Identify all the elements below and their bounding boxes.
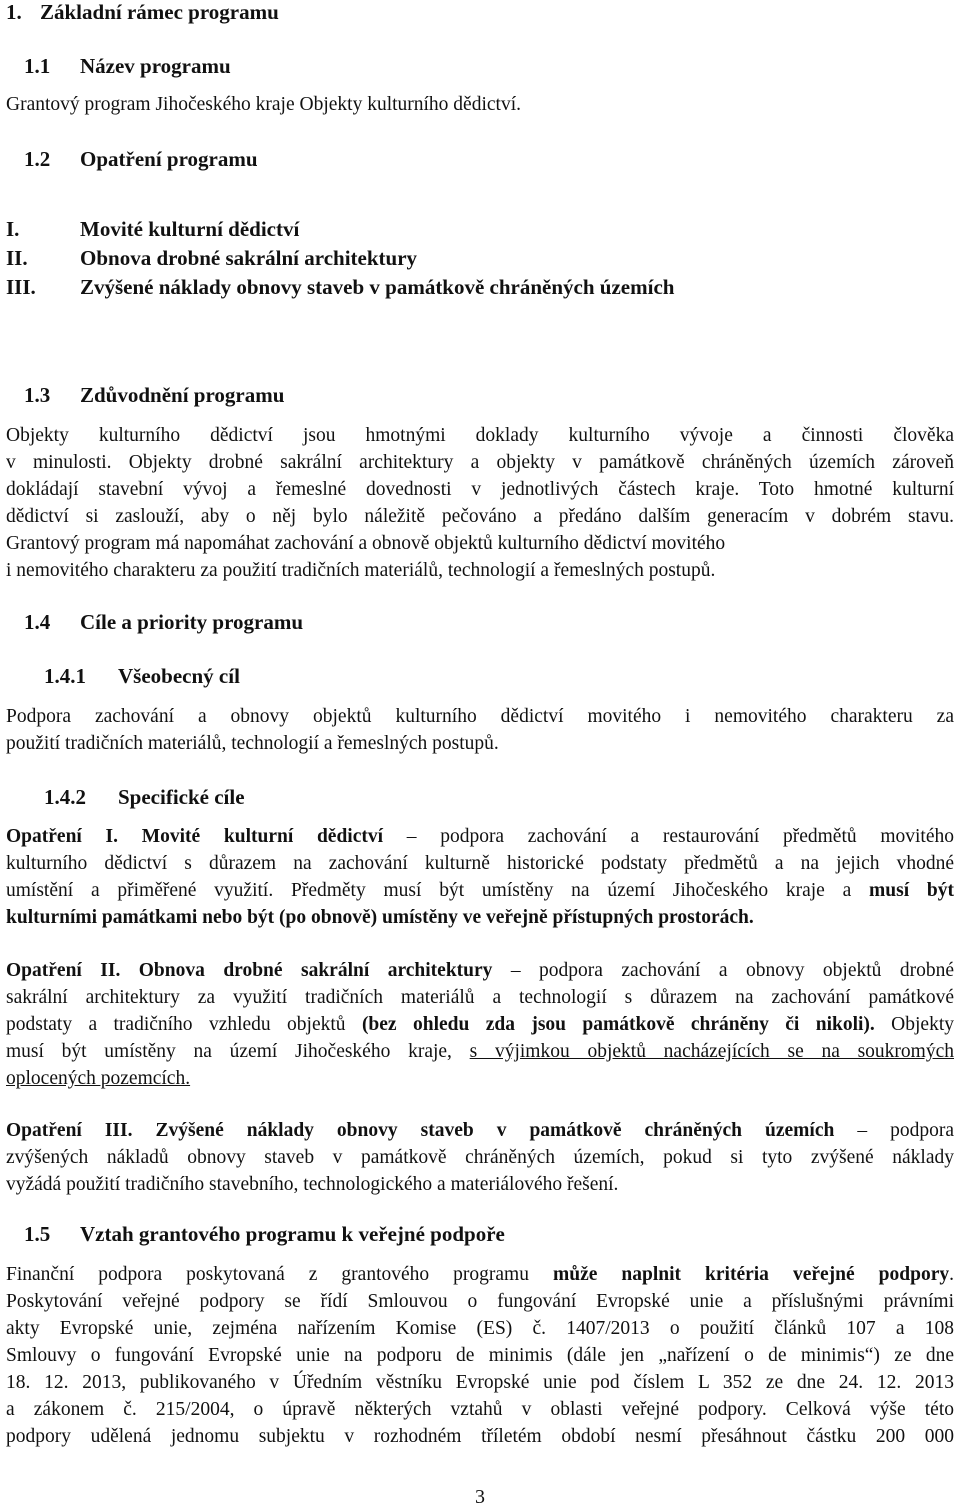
section-title: Opatření programu <box>80 147 258 171</box>
section-number: 1.4.2 <box>44 785 86 809</box>
text-run: umístění a přiměřené využití. Předměty musí být umístěny na území Jihočeského kraje a <box>6 880 870 901</box>
measure-1-line: kulturními památkami nebo být (po obnově) umístěny ve veřejně přístupných prostorách. <box>6 907 754 928</box>
paragraph-line: i nemovitého charakteru za použití tradičních materiálů, technologií a řemeslných postupů. <box>6 560 716 581</box>
section-1-3-heading <box>24 383 284 407</box>
section-number: 1.1 <box>24 54 51 78</box>
list-number: I. <box>6 217 20 241</box>
text-run: podstaty a tradičního vzhledu objektů <box>6 1014 362 1035</box>
measure-list-item <box>6 275 674 299</box>
section-title: Cíle a priority programu <box>80 610 304 634</box>
section-1-4-1-heading <box>44 664 240 688</box>
section-1-1-heading <box>24 54 231 78</box>
measure-1-line: kulturního dědictví s důrazem na zachování kulturně historické podstaty předmětů a na jejich vhodné <box>6 853 954 874</box>
text-run: Finanční podpora poskytovaná z grantového programu <box>6 1264 553 1285</box>
section-1-2-heading <box>24 147 258 171</box>
paragraph-line: Grantový program má napomáhat zachování a obnově objektů kulturního dědictví movitého <box>6 533 726 554</box>
list-number: II. <box>6 246 28 270</box>
section-number: 1.4 <box>24 610 51 634</box>
page-number: 3 <box>475 1486 485 1508</box>
bold-text: (bez ohledu zda jsou památkově chráněny či nikoli). <box>361 1014 875 1035</box>
section-number: 1.4.1 <box>44 664 86 688</box>
paragraph-line: dokládají stavební vývoj a řemeslné dovednosti v jednotlivých částech kraje. Toto hmotné kulturní <box>6 479 954 500</box>
paragraph-line: Podpora zachování a obnovy objektů kulturního dědictví movitého i nemovitého charakteru za <box>6 706 954 727</box>
program-name-text: Grantový program Jihočeského kraje Objekty kulturního dědictví. <box>6 94 521 115</box>
text-run: musí být umístěny na území Jihočeského kraje, <box>6 1041 470 1062</box>
measure-title: Opatření I. Movité kulturní dědictví <box>6 826 384 847</box>
text-run: . <box>949 1264 954 1285</box>
measure-2-line <box>6 959 954 983</box>
measure-title: Opatření II. Obnova drobné sakrální architektury <box>6 960 493 981</box>
measure-3-line <box>6 1119 954 1143</box>
section-title: Vztah grantového programu k veřejné podpoře <box>80 1222 505 1246</box>
underlined-text: s výjimkou objektů nacházejících se na soukromých <box>469 1041 955 1062</box>
measure-1-line <box>6 825 954 849</box>
section-title: Zdůvodnění programu <box>80 383 285 407</box>
measure-2-line <box>6 1040 954 1064</box>
measure-2-line <box>6 1013 954 1037</box>
paragraph-line: 18. 12. 2013, publikovaného v Úředním věstníku Evropské unie pod číslem L 352 ze dne 24. 12. 2013 <box>6 1372 954 1393</box>
section-title: Základní rámec programu <box>40 0 279 24</box>
text-run: – podpora <box>834 1120 954 1141</box>
measure-2-line: oplocených pozemcích. <box>6 1068 191 1089</box>
measure-title: Opatření III. Zvýšené náklady obnovy staveb v památkově chráněných územích <box>6 1120 835 1141</box>
paragraph-line: podpory udělená jednomu subjektu v rozhodném tříletém období nesmí přesáhnout částku 200 000 <box>6 1426 954 1447</box>
section-1-heading <box>6 0 279 24</box>
section-1-4-heading <box>24 610 303 634</box>
measure-3-line: zvýšených nákladů obnovy staveb v památkově chráněných územích, pokud si tyto zvýšené náklady <box>6 1147 954 1168</box>
paragraph-line: v minulosti. Objekty drobné sakrální architektury a objekty v památkově chráněných územích zároveň <box>6 452 954 473</box>
list-number: III. <box>6 275 36 299</box>
list-label: Obnova drobné sakrální architektury <box>80 246 418 270</box>
text-run: – podpora zachování a obnovy objektů drobné <box>492 960 954 981</box>
paragraph-line: Poskytování veřejné podpory se řídí Smlouvou o fungování Evropské unie a příslušnými právními <box>6 1291 954 1312</box>
measure-1-line <box>6 879 954 903</box>
section-1-5-heading <box>24 1222 505 1246</box>
section-number: 1.2 <box>24 147 51 171</box>
bold-text: může naplnit kritéria veřejné podpory <box>553 1264 950 1285</box>
paragraph-line: akty Evropské unie, zejména nařízením Komise (ES) č. 1407/2013 o použití článků 107 a 108 <box>6 1318 954 1339</box>
measure-3-line: vyžádá použití tradičního stavebního, technologického a materiálového řešení. <box>6 1174 619 1195</box>
section-title: Název programu <box>80 54 231 78</box>
text-run: – podpora zachování a restaurování předmětů movitého <box>383 826 954 847</box>
section-number: 1.3 <box>24 383 51 407</box>
measure-2-line: sakrální architektury za využití tradičních materiálů a technologií s důrazem na zachování památkové <box>6 987 954 1008</box>
section-number: 1.5 <box>24 1222 51 1246</box>
paragraph-line: Smlouvy o fungování Evropské unie na podporu de minimis (dále jen „nařízení o de minimis“) ze dne <box>6 1345 954 1366</box>
paragraph-line: dědictví si zaslouží, aby o něj bylo náležitě pečováno a předáno dalším generacím v dobrém stavu. <box>6 506 954 527</box>
section-number: 1. <box>6 0 22 24</box>
section-title: Specifické cíle <box>118 785 245 809</box>
text-run: Objekty <box>874 1014 954 1035</box>
section-title: Všeobecný cíl <box>118 664 240 688</box>
paragraph-line: Objekty kulturního dědictví jsou hmotnými doklady kulturního vývoje a činnosti člověka <box>6 425 954 446</box>
paragraph-line <box>6 1263 954 1287</box>
measure-list-item <box>6 217 299 241</box>
list-label: Zvýšené náklady obnovy staveb v památkově chráněných územích <box>80 275 675 299</box>
paragraph-line: použití tradičních materiálů, technologií a řemeslných postupů. <box>6 733 499 754</box>
paragraph-line: a zákonem č. 215/2004, o úpravě některých vztahů v oblasti veřejné podpory. Celková výše této <box>6 1399 954 1420</box>
bold-text: musí být <box>869 880 955 901</box>
measure-list-item <box>6 246 417 270</box>
list-label: Movité kulturní dědictví <box>80 217 300 241</box>
section-1-4-2-heading <box>44 785 245 809</box>
